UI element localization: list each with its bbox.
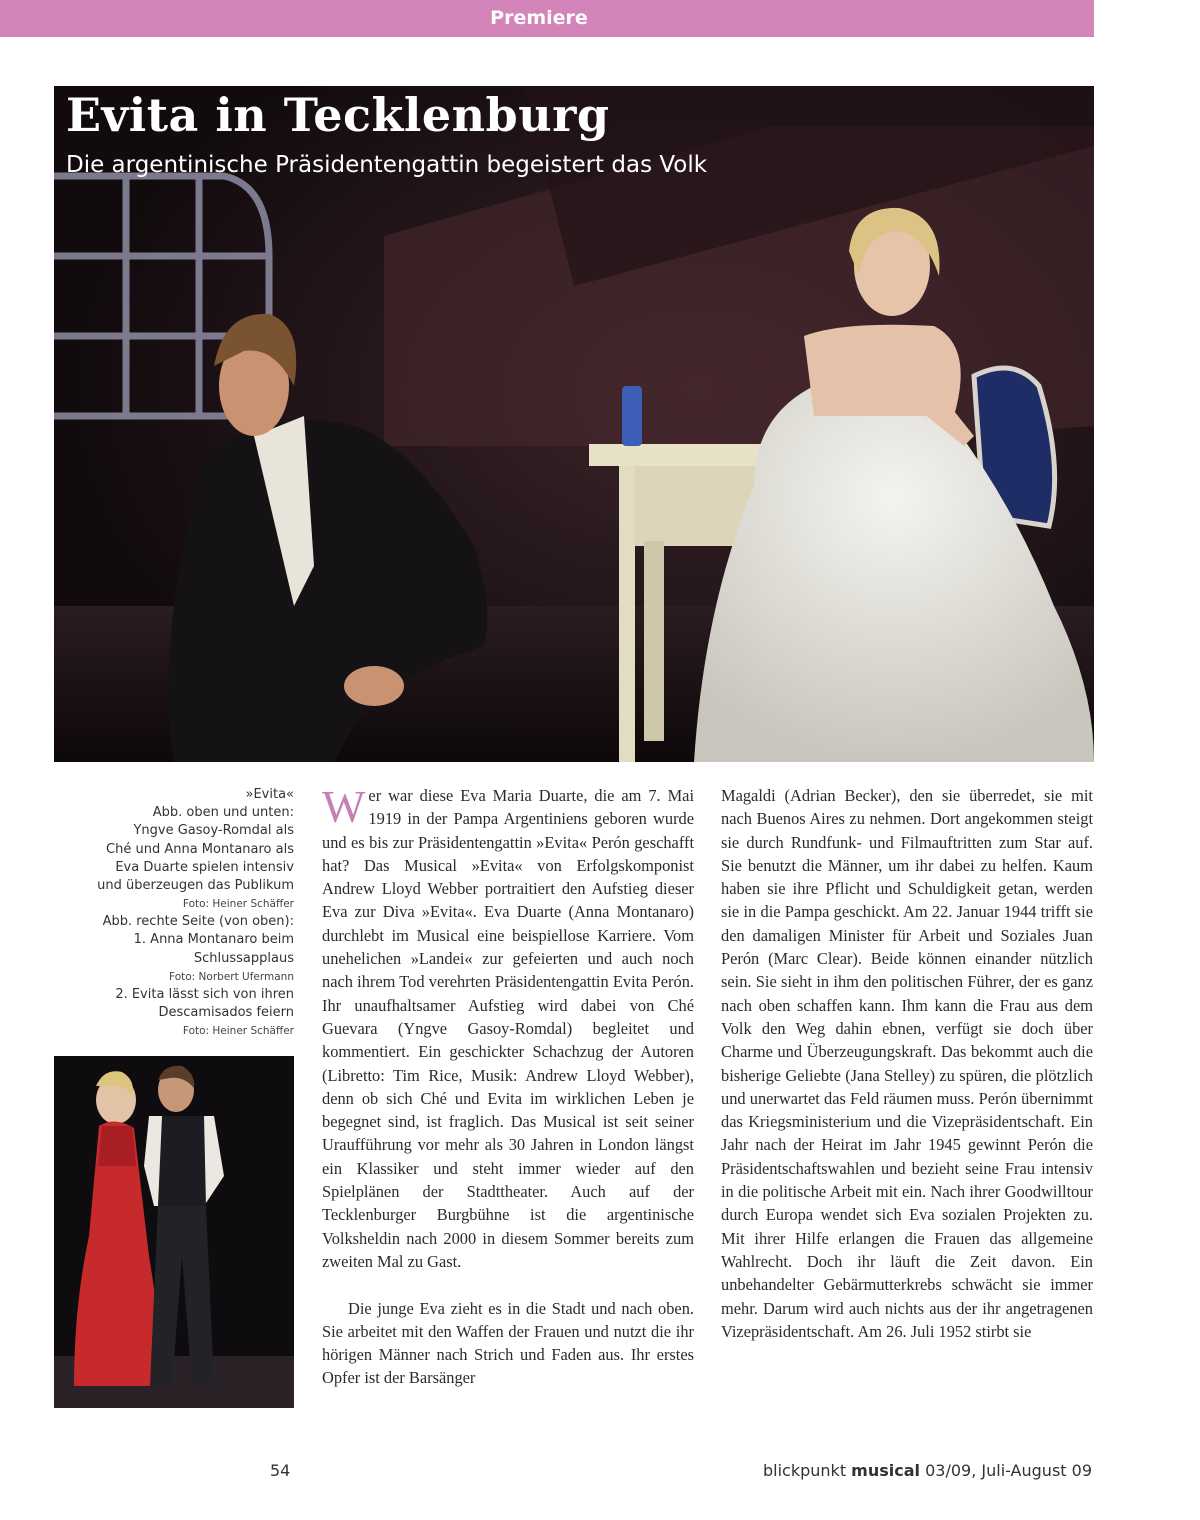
article-paragraph [322, 781, 694, 1273]
caption-line: Eva Duarte spielen intensiv [115, 859, 294, 875]
caption-line: Yngve Gasoy-Romdal als [133, 823, 294, 839]
article-title: Evita in Tecklenburg [66, 88, 610, 142]
couple-scene [54, 1056, 294, 1408]
issue-info: 03/09, Juli-August 09 [920, 1461, 1092, 1480]
caption-line: »Evita« [245, 787, 294, 802]
caption-line: Abb. oben und unten: [152, 805, 294, 821]
drop-cap: W [322, 781, 366, 832]
article-column-1 [322, 781, 694, 1390]
photo-caption [60, 786, 294, 1040]
caption-line: 1. Anna Montanaro beim [133, 932, 294, 948]
section-label: Premiere [490, 7, 588, 29]
magazine-name-bold: musical [851, 1461, 921, 1480]
article-paragraph: Magaldi (Adrian Becker), den sie überredet, sie mit nach Buenos Aires zu nehmen. Dort angekommen steigt sie durch Rundfunk- und Filmauftritten zum Star auf. Sie benutzt die Männer, um ihr dabei zu helfen. Kaum haben sie ihre Pflicht und Schuldigkeit getan, werden sie in die Pampa geschickt. Am 22. Januar 1944 trifft sie den damaligen Minister für Arbeit und Soziales Juan Perón (Marc Clear). Beide können einander nützlich sein. Sie sieht in ihm den politischen Führer, der es ganz nach oben schaffen kann. Ihm kann die Frau aus dem Volk den Weg dahin ebnen, verfügt sie doch über Charme und Überzeugungskraft. Das bekommt auch die bisherige Geliebte (Jana Stelley) zu spüren, die plötzlich und unerwartet das Feld räumen muss. Perón übernimmt das Kriegsministerium und die Vizepräsidentschaft. Ein Jahr nach der Heirat im Jahr 1945 gewinnt Perón die Präsidentschaftswahlen und bezieht seine Frau intensiv in die politische Arbeit mit ein. Nach ihrer Goodwilltour durch Europa wendet sich Eva sozialen Projekten zu. Mit ihrer Hilfe erlangen die Frauen das allgemeine Wahlrecht. Doch ihr läuft die Zeit davon. Ein unbehandelter Gebärmutterkrebs schwächt sie immer mehr. Darum wird auch nichts aus der ihr angetragenen Vizepräsidentschaft. Am 26. Juli 1952 stirbt sie [721, 786, 1093, 1341]
photo-credit: Foto: Heiner Schäffer [182, 1025, 294, 1038]
caption-line: und überzeugen das Publikum [97, 878, 294, 894]
article-column-2 [721, 784, 1093, 1343]
secondary-photo [54, 1056, 294, 1408]
photo-credit: Foto: Heiner Schäffer [182, 898, 294, 911]
magazine-folio [763, 1461, 1092, 1480]
caption-line: Abb. rechte Seite (von oben): [102, 914, 294, 930]
caption-line: 2. Evita lässt sich von ihren [115, 986, 294, 1002]
caption-line: Schlussapplaus [193, 950, 294, 966]
caption-line: Ché und Anna Montanaro als [106, 841, 294, 857]
hero-photo [54, 86, 1094, 762]
article-subtitle: Die argentinische Präsidentengattin begeistert das Volk [66, 152, 708, 178]
article-paragraph: Die junge Eva zieht es in die Stadt und nach oben. Sie arbeitet mit den Waffen der Frauen und nutzt die ihr hörigen Männer nach Strich und Faden aus. Ihr erstes Opfer ist der Barsänger [322, 1298, 694, 1388]
paragraph-text: er war diese Eva Maria Duarte, die am 7. Mai 1919 in der Pampa Argentiniens geboren wurde und es bis zur Präsidentengattin »Evita« Perón geschafft hat? Das Musical »Evita« von Erfolgskomponist Andrew Lloyd Webber portraitiert den Aufstieg dieser Eva zur Diva »Evita«. Eva Duarte (Anna Montanaro) durchlebt im Musical eine beispiellose Karriere. Vom unehelichen »Landei« zur gefeierten und auch noch nach ihrem Tod verehrten Präsidentengattin Evita Perón. Ihr unaufhaltsamer Aufstieg wird dabei von Ché Guevara (Yngve Gasoy-Romdal) begleitet und kommentiert. Ein geschickter Schachzug der Autoren (Libretto: Tim Rice, Musik: Andrew Lloyd Webber), denn ob sich Ché und Evita im wirklichen Leben je begegnet sind, ist fraglich. Das Musical ist seit seiner Uraufführung vor mehr als 30 Jahren in London längst ein Klassiker und steht immer wieder auf den Spielplänen der Stadttheater. Auch auf der Tecklenburger Burgbühne ist die argentinische Volksheldin nach 2000 in diesem Sommer bereits zum zweiten Mal zu Gast. [322, 786, 694, 1271]
magazine-name-prefix: blickpunkt [763, 1461, 852, 1480]
caption-line: Descamisados feiern [158, 1005, 294, 1021]
hero-stage-scene [54, 86, 1094, 762]
page-number: 54 [270, 1461, 291, 1480]
photo-credit: Foto: Norbert Ufermann [169, 970, 294, 983]
